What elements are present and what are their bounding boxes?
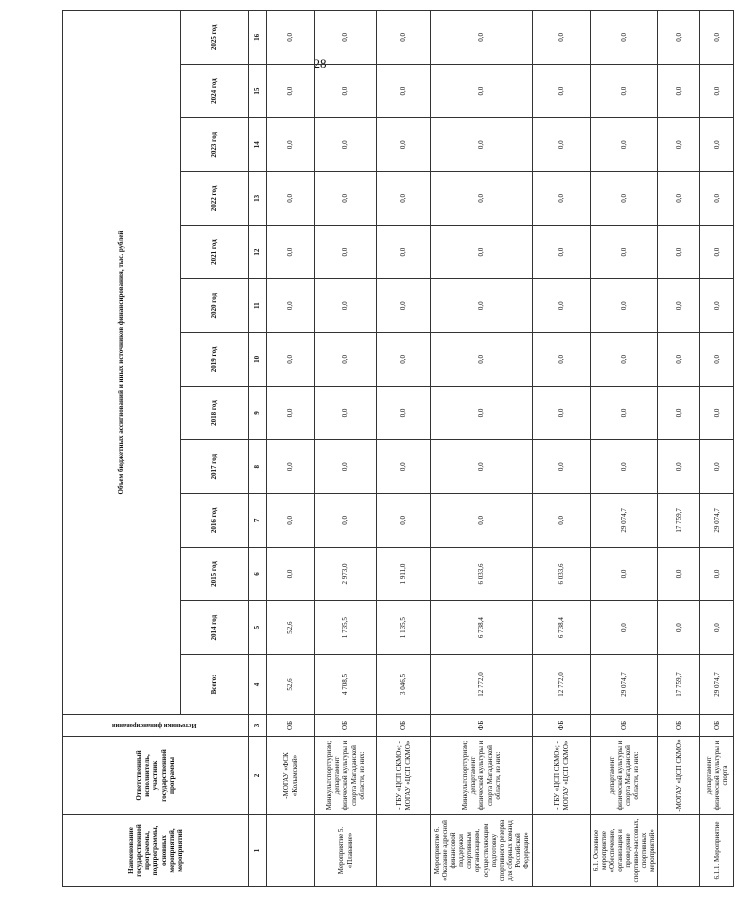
row-value-cell: 12 772,0 (431, 655, 533, 715)
table-row (700, 10, 734, 886)
row-value-cell: 6 738,4 (431, 601, 533, 655)
row-responsible-cell: департамент физической культуры и спорта (700, 737, 734, 815)
row-value-cell: 0,0 (377, 440, 431, 494)
row-value-cell: 6 033,6 (533, 547, 591, 601)
row-value-cell: 0,0 (267, 64, 315, 118)
header-year: 2021 год (181, 225, 249, 279)
row-value-cell: 0,0 (377, 279, 431, 333)
row-value-cell: 0,0 (267, 494, 315, 548)
row-value-cell: 0,0 (658, 386, 700, 440)
row-value-cell: 0,0 (533, 440, 591, 494)
header-year: 2023 год (181, 118, 249, 172)
row-value-cell: 0,0 (431, 386, 533, 440)
row-value-cell: 0,0 (267, 440, 315, 494)
row-value-cell: 12 772,0 (533, 655, 591, 715)
row-value-cell: 0,0 (700, 10, 734, 64)
column-number: 13 (249, 172, 267, 226)
row-value-cell: 0,0 (267, 547, 315, 601)
row-value-cell: 0,0 (431, 118, 533, 172)
page-number: 28 (313, 56, 327, 71)
row-value-cell: 2 973,0 (315, 547, 377, 601)
row-value-cell: 0,0 (315, 64, 377, 118)
header-volume: Объем бюджетных ассигнований и иных источников финансирования, тыс. рублей (63, 10, 181, 714)
header-responsible: Ответственный исполнитель, участник государственной программы (63, 737, 249, 815)
row-responsible-cell: - ГБУ «ЦСП СКМО»; - МОГАУ «ЦСП СКМО» (533, 737, 591, 815)
header-year: 2020 год (181, 279, 249, 333)
row-value-cell: 1 135,5 (377, 601, 431, 655)
row-responsible-cell: - ГБУ «ЦСП СКМО»; - МОГАУ «ЦСП СКМО» (377, 737, 431, 815)
header-year: 2019 год (181, 333, 249, 387)
column-number: 11 (249, 279, 267, 333)
row-value-cell: 0,0 (315, 118, 377, 172)
row-value-cell: 0,0 (700, 172, 734, 226)
row-value-cell: 29 074,7 (700, 655, 734, 715)
column-number: 9 (249, 386, 267, 440)
row-responsible-cell: Минкультспорттуризм; департамент физической культуры и спорта Магаданской области, из них: (431, 737, 533, 815)
row-value-cell: 0,0 (533, 225, 591, 279)
row-value-cell: 0,0 (377, 386, 431, 440)
row-source-cell: ОБ (377, 715, 431, 737)
row-value-cell: 3 046,5 (377, 655, 431, 715)
row-name-cell (377, 815, 431, 887)
row-value-cell: 0,0 (315, 494, 377, 548)
row-value-cell: 0,0 (533, 333, 591, 387)
header-total: Всего: (181, 655, 249, 715)
row-value-cell: 0,0 (431, 64, 533, 118)
header-source (63, 715, 249, 737)
column-number: 4 (249, 655, 267, 715)
row-value-cell: 0,0 (700, 386, 734, 440)
row-value-cell: 0,0 (267, 279, 315, 333)
row-source-cell: ОБ (591, 715, 658, 737)
row-value-cell: 0,0 (267, 386, 315, 440)
header-year: 2025 год (181, 10, 249, 64)
header-year: 2014 год (181, 601, 249, 655)
table-row (267, 10, 315, 886)
column-number: 3 (249, 715, 267, 737)
row-value-cell: 0,0 (431, 172, 533, 226)
row-value-cell: 0,0 (267, 225, 315, 279)
row-value-cell: 0,0 (591, 279, 658, 333)
column-number: 5 (249, 601, 267, 655)
row-value-cell: 0,0 (431, 10, 533, 64)
row-responsible-cell: -МОГАУ «ФСК «Колымский» (267, 737, 315, 815)
row-value-cell: 0,0 (591, 333, 658, 387)
row-value-cell: 6 033,6 (431, 547, 533, 601)
column-number: 14 (249, 118, 267, 172)
row-value-cell: 0,0 (700, 118, 734, 172)
row-value-cell: 0,0 (315, 279, 377, 333)
header-source-text: Источники финансирования (112, 722, 197, 730)
row-value-cell: 0,0 (591, 601, 658, 655)
row-value-cell: 0,0 (533, 279, 591, 333)
row-value-cell: 6 738,4 (533, 601, 591, 655)
row-value-cell: 0,0 (658, 333, 700, 387)
row-value-cell: 0,0 (533, 172, 591, 226)
row-value-cell: 0,0 (700, 64, 734, 118)
row-value-cell: 0,0 (533, 10, 591, 64)
row-value-cell: 0,0 (591, 172, 658, 226)
row-value-cell: 0,0 (315, 333, 377, 387)
row-value-cell: 0,0 (315, 440, 377, 494)
row-value-cell: 0,0 (658, 225, 700, 279)
row-value-cell: 29 074,7 (591, 494, 658, 548)
row-value-cell: 0,0 (267, 333, 315, 387)
row-value-cell: 0,0 (315, 172, 377, 226)
row-value-cell: 17 759,7 (658, 494, 700, 548)
column-number: 15 (249, 64, 267, 118)
row-value-cell: 0,0 (315, 386, 377, 440)
row-value-cell: 0,0 (431, 333, 533, 387)
row-value-cell: 0,0 (533, 64, 591, 118)
column-number: 1 (249, 815, 267, 887)
row-source-cell: ФБ (431, 715, 533, 737)
row-value-cell: 52,6 (267, 601, 315, 655)
row-value-cell: 0,0 (591, 64, 658, 118)
row-value-cell: 0,0 (431, 279, 533, 333)
header-year: 2016 год (181, 494, 249, 548)
row-value-cell: 0,0 (591, 440, 658, 494)
table-row (315, 10, 377, 886)
row-source-cell: ОБ (267, 715, 315, 737)
row-name-cell (533, 815, 591, 887)
table-row (658, 10, 700, 886)
row-value-cell: 0,0 (315, 225, 377, 279)
row-responsible-cell: департамент физической культуры и спорта Магаданской области, из них: (591, 737, 658, 815)
row-name-cell: Мероприятие 6. «Оказание адресной финансовой поддержки спортивным организациям, осуществляющим подготовку спортивного резерва для сборных команд Российской Федерации» (431, 815, 533, 887)
row-value-cell: 0,0 (700, 333, 734, 387)
row-value-cell: 0,0 (658, 118, 700, 172)
row-name-cell (267, 815, 315, 887)
row-value-cell: 0,0 (267, 118, 315, 172)
header-name: Наименование государственной программы, подпрограммы, основных мероприятий, мероприятий (63, 815, 249, 887)
row-value-cell: 29 074,7 (591, 655, 658, 715)
row-value-cell: 0,0 (431, 225, 533, 279)
header-year: 2015 год (181, 547, 249, 601)
header-year: 2024 год (181, 64, 249, 118)
row-value-cell: 29 074,7 (700, 494, 734, 548)
row-value-cell: 0,0 (533, 386, 591, 440)
row-value-cell: 0,0 (658, 547, 700, 601)
row-value-cell: 17 759,7 (658, 655, 700, 715)
rotated-table-frame (62, 11, 729, 887)
column-number: 7 (249, 494, 267, 548)
table-row (533, 10, 591, 886)
row-value-cell: 0,0 (658, 601, 700, 655)
row-value-cell: 0,0 (700, 601, 734, 655)
column-number: 10 (249, 333, 267, 387)
row-value-cell: 0,0 (377, 333, 431, 387)
table-row (591, 10, 658, 886)
row-value-cell: 0,0 (591, 547, 658, 601)
row-value-cell: 0,0 (700, 547, 734, 601)
row-value-cell: 1 735,5 (315, 601, 377, 655)
row-value-cell: 0,0 (658, 279, 700, 333)
financing-table (62, 10, 734, 887)
row-name-cell: 6.1.1. Мероприятие (700, 815, 734, 887)
row-value-cell: 0,0 (533, 494, 591, 548)
row-value-cell: 4 708,5 (315, 655, 377, 715)
header-year: 2017 год (181, 440, 249, 494)
row-value-cell: 0,0 (315, 10, 377, 64)
row-value-cell: 0,0 (377, 10, 431, 64)
row-value-cell: 0,0 (533, 118, 591, 172)
row-value-cell: 0,0 (658, 10, 700, 64)
table-row (431, 10, 533, 886)
row-source-cell: ФБ (533, 715, 591, 737)
row-value-cell: 0,0 (431, 440, 533, 494)
row-value-cell: 0,0 (377, 494, 431, 548)
row-value-cell: 0,0 (591, 225, 658, 279)
header-year: 2022 год (181, 172, 249, 226)
row-value-cell: 52,6 (267, 655, 315, 715)
row-value-cell: 0,0 (700, 225, 734, 279)
row-value-cell: 0,0 (658, 64, 700, 118)
row-name-cell: Мероприятие 5. «Плавание» (315, 815, 377, 887)
row-responsible-cell: Минкультспорттуризм; департамент физической культуры и спорта Магаданской области, из них: (315, 737, 377, 815)
table-body (267, 10, 734, 886)
row-value-cell: 0,0 (267, 172, 315, 226)
row-value-cell: 1 911,0 (377, 547, 431, 601)
row-source-cell: ОБ (658, 715, 700, 737)
row-name-cell: 6.1. Основное мероприятие «Обеспечение, организация и проведение спортивно-массовых, спортивных мероприятий» (591, 815, 658, 887)
row-source-cell: ОБ (700, 715, 734, 737)
column-number: 2 (249, 737, 267, 815)
row-value-cell: 0,0 (591, 386, 658, 440)
row-value-cell: 0,0 (658, 172, 700, 226)
column-number: 6 (249, 547, 267, 601)
column-number: 16 (249, 10, 267, 64)
column-number: 12 (249, 225, 267, 279)
row-source-cell: ОБ (315, 715, 377, 737)
row-value-cell: 0,0 (267, 10, 315, 64)
row-value-cell: 0,0 (431, 494, 533, 548)
row-value-cell: 0,0 (377, 118, 431, 172)
row-value-cell: 0,0 (700, 440, 734, 494)
row-value-cell: 0,0 (700, 279, 734, 333)
row-value-cell: 0,0 (377, 64, 431, 118)
row-value-cell: 0,0 (377, 172, 431, 226)
row-value-cell: 0,0 (591, 118, 658, 172)
row-value-cell: 0,0 (591, 10, 658, 64)
row-value-cell: 0,0 (377, 225, 431, 279)
row-name-cell (658, 815, 700, 887)
column-number-row (249, 10, 267, 886)
row-value-cell: 0,0 (658, 440, 700, 494)
table-row (377, 10, 431, 886)
column-number: 8 (249, 440, 267, 494)
header-year: 2018 год (181, 386, 249, 440)
row-responsible-cell: -МОГАУ «ЦСП СКМО» (658, 737, 700, 815)
